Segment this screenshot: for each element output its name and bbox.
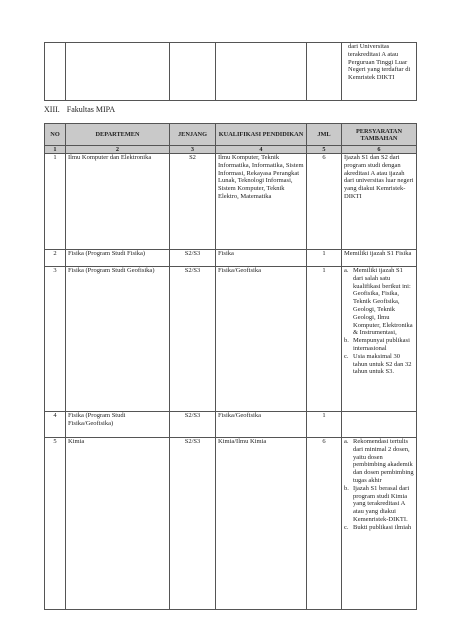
table-row — [45, 438, 417, 610]
row-jml: 1 — [307, 267, 342, 412]
row-jenjang: S2/S3 — [170, 412, 216, 438]
section-heading — [44, 105, 122, 115]
row-no: 1 — [45, 154, 66, 250]
list-item: c. Usia maksimal 30 tahun untuk S2 dan 32 tahun untuk S3. — [344, 352, 412, 376]
column-number-row — [45, 146, 417, 154]
row-kualifikasi: Fisika — [216, 250, 307, 267]
row-departemen: Fisika (Program Studi Fisika/Geofisika) — [66, 412, 170, 438]
row-departemen: Ilmu Komputer dan Elektronika — [66, 154, 170, 250]
header-no: NO — [45, 124, 66, 146]
header-jml: JML — [307, 124, 342, 146]
row-jenjang: S2 — [170, 154, 216, 250]
row-no: 5 — [45, 438, 66, 610]
header-departemen: DEPARTEMEN — [66, 124, 170, 146]
row-kualifikasi: Kimia/Ilmu Kimia — [216, 438, 307, 610]
list-item: b. Ijazah S1 berasal dari program studi Kimia yang terakreditasi A atau yang diakui Kemenristek-DIKTI. — [344, 484, 410, 523]
list-item: a. Memiliki ijazah S1 dari salah satu kualifikasi berikut ini: Geofisika, Fisika, Teknik Geofisika, Geologi, Teknik Geologi, Ilmu Komputer, Elektronika & Instrumentasi, — [344, 267, 413, 337]
continuation-row — [45, 43, 417, 101]
table-header-row — [45, 124, 417, 146]
row-jml: 1 — [307, 250, 342, 267]
row-jml: 1 — [307, 412, 342, 438]
header-kualifikasi: KUALIFIKASI PENDIDIKAN — [216, 124, 307, 146]
row-no: 4 — [45, 412, 66, 438]
table-row — [45, 267, 417, 412]
header-persyaratan: PERSYARATAN TAMBAHAN — [342, 124, 417, 146]
row-jml: 6 — [307, 438, 342, 610]
header-jenjang: JENJANG — [170, 124, 216, 146]
continuation-requirement-cell: dari Universitas terakreditasi A atau Perguruan Tinggi Luar Negeri yang terdaftar di Kemristek DIKTI — [342, 43, 417, 101]
row-jenjang: S2/S3 — [170, 267, 216, 412]
row-persyaratan-list — [342, 267, 417, 412]
row-departemen: Fisika (Program Studi Geofisika) — [66, 267, 170, 412]
table-row — [45, 154, 417, 250]
continuation-table — [44, 42, 417, 101]
formation-table — [44, 123, 417, 610]
row-persyaratan-list — [342, 438, 417, 610]
row-kualifikasi: Ilmu Komputer, Teknik Informatika, Informatika, Sistem Informasi, Rekayasa Perangkat Lunak, Teknologi Informasi, Sistem Komputer, Teknik Elektro, Matematika — [216, 154, 307, 250]
row-jenjang: S2/S3 — [170, 438, 216, 610]
row-kualifikasi: Fisika/Geofisika — [216, 267, 307, 412]
column-number: 5 — [307, 146, 342, 154]
row-persyaratan: Ijazah S1 dan S2 dari program studi dengan akreditasi A atau ijazah dari universitas luar negeri yang diakui Kemristek-DIKTI — [342, 154, 417, 250]
row-departemen: Kimia — [66, 438, 170, 610]
row-persyaratan — [342, 412, 417, 438]
list-item: b. Mempunyai publikasi internasional — [344, 337, 410, 352]
row-no: 2 — [45, 250, 66, 267]
column-number: 1 — [45, 146, 66, 154]
section-number: XIII. — [44, 105, 60, 114]
table-row — [45, 250, 417, 267]
column-number: 3 — [170, 146, 216, 154]
column-number: 2 — [66, 146, 170, 154]
row-departemen: Fisika (Program Studi Fisika) — [66, 250, 170, 267]
column-number: 4 — [216, 146, 307, 154]
row-kualifikasi: Fisika/Geofisika — [216, 412, 307, 438]
row-jml: 6 — [307, 154, 342, 250]
list-item: c. Bukti publikasi ilmiah — [344, 523, 412, 531]
table-row — [45, 412, 417, 438]
row-persyaratan: Memiliki ijazah S1 Fisika — [342, 250, 417, 267]
column-number: 6 — [342, 146, 417, 154]
row-jenjang: S2/S3 — [170, 250, 216, 267]
list-item: a. Rekomendasi tertulis dari minimal 2 dosen, yaitu dosen pembimbing akademik dan dosen pembimbing tugas akhir — [344, 438, 414, 484]
row-no: 3 — [45, 267, 66, 412]
section-title: Fakultas MIPA — [66, 105, 116, 114]
